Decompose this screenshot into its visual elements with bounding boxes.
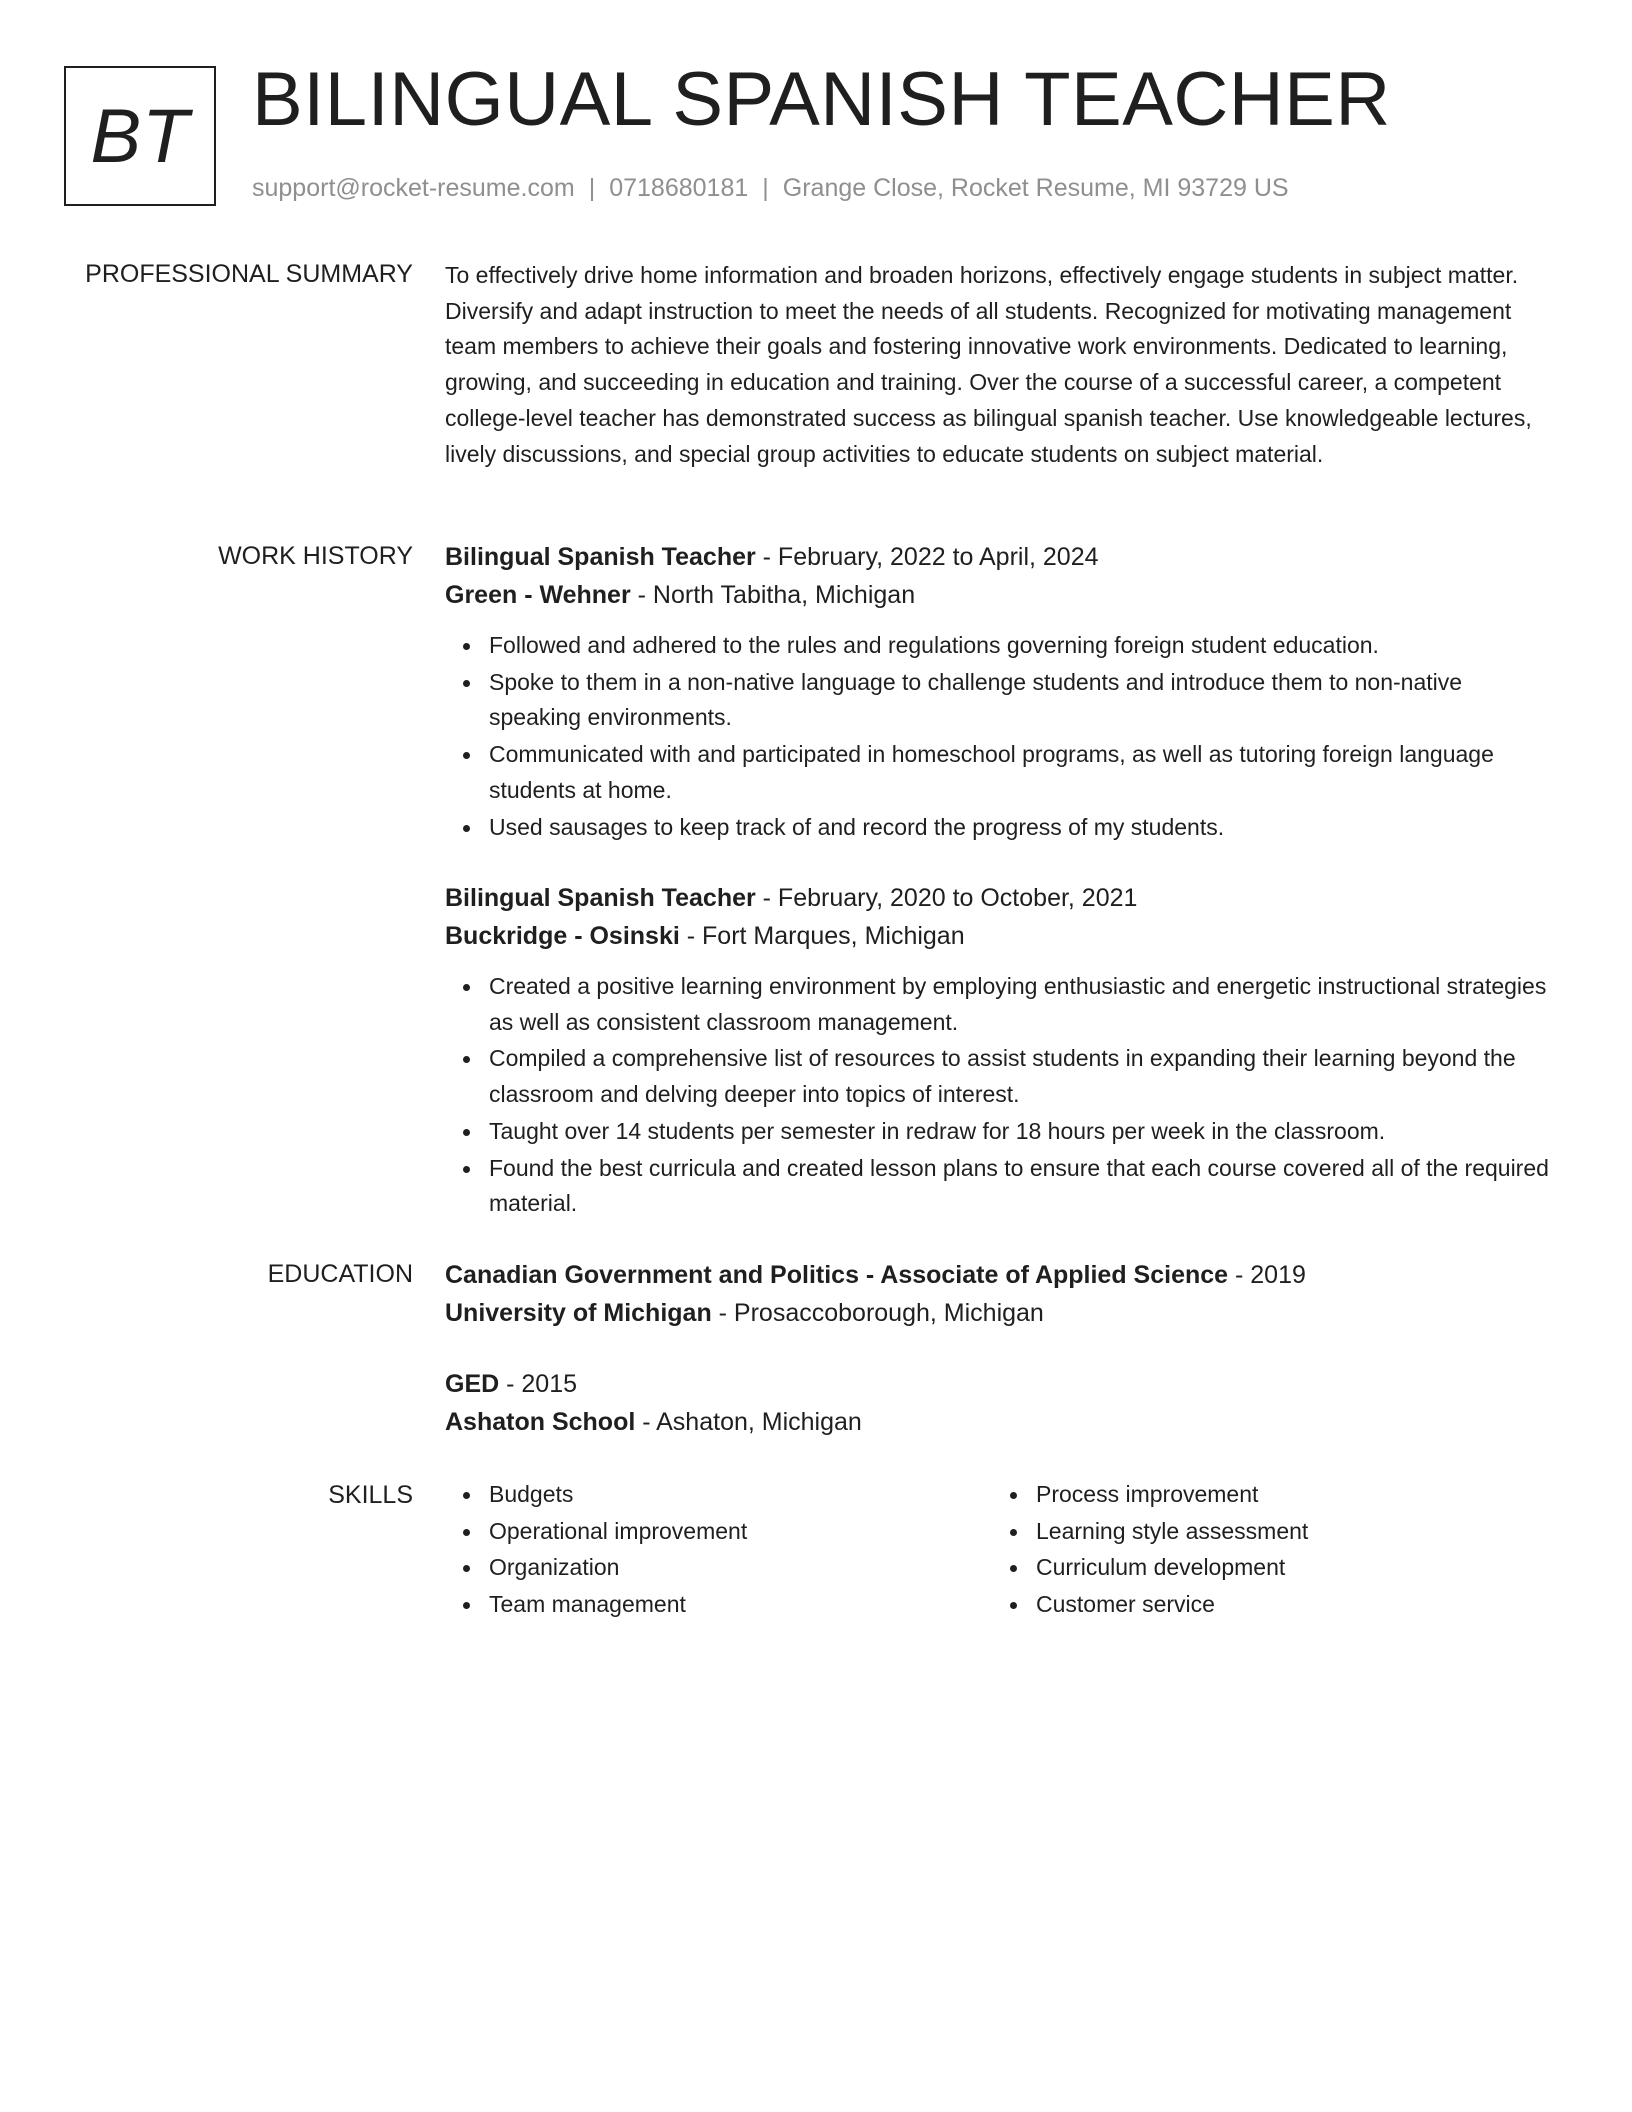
candidate-name: BILINGUAL SPANISH TEACHER bbox=[252, 57, 1391, 142]
skills-column-right bbox=[992, 1477, 1308, 1624]
job-bullets bbox=[445, 628, 1560, 845]
job-entry bbox=[445, 538, 1560, 845]
job-role: Bilingual Spanish Teacher bbox=[445, 884, 756, 912]
list-item: Followed and adhered to the rules and regulations governing foreign student education. bbox=[489, 628, 1560, 664]
job-role-line bbox=[445, 538, 1560, 576]
job-company: Buckridge - Osinski bbox=[445, 922, 680, 950]
education-school: Ashaton School bbox=[445, 1408, 636, 1436]
education-school-line bbox=[445, 1403, 1560, 1441]
education-body bbox=[445, 1256, 1560, 1441]
list-item: Team management bbox=[489, 1587, 747, 1623]
list-item: Created a positive learning environment by employing enthusiastic and energetic instructional strategies as well as consistent classroom management. bbox=[489, 969, 1560, 1040]
skills-list-left bbox=[445, 1477, 747, 1623]
work-history-body bbox=[445, 538, 1560, 846]
contact-email: support@rocket-resume.com bbox=[252, 174, 575, 202]
list-item: Spoke to them in a non-native language to challenge students and introduce them to non-native speaking environments. bbox=[489, 665, 1560, 736]
contact-separator: | bbox=[762, 174, 769, 202]
contact-phone: 0718680181 bbox=[609, 174, 749, 202]
education-title: EDUCATION bbox=[267, 1260, 413, 1288]
job-location: - Fort Marques, Michigan bbox=[679, 922, 965, 950]
list-item: Used sausages to keep track of and record the progress of my students. bbox=[489, 810, 1560, 846]
list-item: Customer service bbox=[1036, 1587, 1308, 1623]
job-company-line bbox=[445, 576, 1560, 614]
education-degree-line bbox=[445, 1256, 1560, 1294]
skills-column-left bbox=[445, 1477, 747, 1624]
education-school-line bbox=[445, 1294, 1560, 1332]
contact-line bbox=[252, 174, 1289, 203]
list-item: Found the best curricula and created lesson plans to ensure that each course covered all of the required material. bbox=[489, 1151, 1560, 1222]
education-year: - 2019 bbox=[1228, 1261, 1306, 1289]
education-entry bbox=[445, 1256, 1560, 1332]
list-item: Operational improvement bbox=[489, 1514, 747, 1550]
list-item: Compiled a comprehensive list of resources to assist students in expanding their learning beyond the classroom and delving deeper into topics of interest. bbox=[489, 1041, 1560, 1112]
monogram-box bbox=[64, 66, 216, 206]
job-dates: - February, 2022 to April, 2024 bbox=[755, 543, 1099, 571]
job-bullets bbox=[445, 969, 1560, 1222]
skills-list-right bbox=[992, 1477, 1308, 1623]
list-item: Communicated with and participated in homeschool programs, as well as tutoring foreign language students at home. bbox=[489, 737, 1560, 808]
list-item: Process improvement bbox=[1036, 1477, 1308, 1513]
education-location: - Prosaccoborough, Michigan bbox=[711, 1299, 1044, 1327]
summary-body bbox=[445, 258, 1560, 472]
education-degree: GED bbox=[445, 1370, 500, 1398]
list-item: Curriculum development bbox=[1036, 1550, 1308, 1586]
list-item: Organization bbox=[489, 1550, 747, 1586]
job-entry bbox=[445, 879, 1560, 1222]
education-school: University of Michigan bbox=[445, 1299, 712, 1327]
summary-text: To effectively drive home information and broaden horizons, effectively engage students in subject matter. Diversify and adapt instruction to meet the needs of all students. Recognized for motivating management team members to achieve their goals and fostering innovative work environments. Dedicated to learning, growing, and succeeding in education and training. Over the course of a successful career, a competent college-level teacher has demonstrated success as bilingual spanish teacher. Use knowledgeable lectures, lively discussions, and special group activities to educate students on subject material. bbox=[445, 262, 1532, 467]
job-location: - North Tabitha, Michigan bbox=[630, 581, 916, 609]
job-company: Green - Wehner bbox=[445, 581, 631, 609]
education-degree-line bbox=[445, 1365, 1560, 1403]
education-year: - 2015 bbox=[499, 1370, 578, 1398]
education-degree: Canadian Government and Politics - Associate of Applied Science bbox=[445, 1261, 1229, 1289]
job-role-line bbox=[445, 879, 1560, 917]
education-location: - Ashaton, Michigan bbox=[635, 1408, 862, 1436]
education-entry bbox=[445, 1365, 1560, 1441]
work-history-title: WORK HISTORY bbox=[218, 542, 413, 570]
job-dates: - February, 2020 to October, 2021 bbox=[755, 884, 1138, 912]
job-role: Bilingual Spanish Teacher bbox=[445, 543, 756, 571]
list-item: Learning style assessment bbox=[1036, 1514, 1308, 1550]
job-company-line bbox=[445, 917, 1560, 955]
contact-address: Grange Close, Rocket Resume, MI 93729 US bbox=[782, 174, 1289, 202]
contact-separator: | bbox=[588, 174, 596, 202]
summary-title: PROFESSIONAL SUMMARY bbox=[85, 260, 413, 288]
list-item: Taught over 14 students per semester in redraw for 18 hours per week in the classroom. bbox=[489, 1114, 1560, 1150]
skills-title: SKILLS bbox=[328, 1481, 413, 1509]
list-item: Budgets bbox=[489, 1477, 747, 1513]
monogram-initials: BT bbox=[90, 93, 190, 179]
work-history-body-2 bbox=[445, 879, 1560, 1223]
